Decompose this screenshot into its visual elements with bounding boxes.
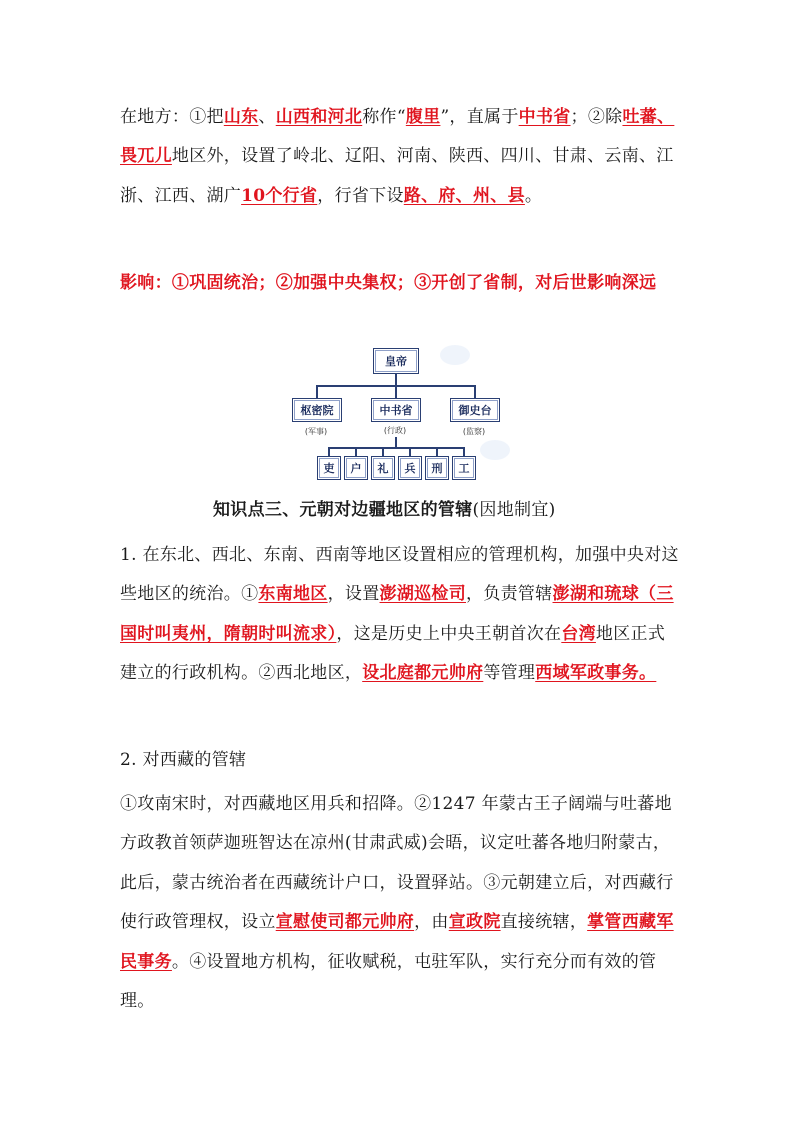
chart-node-li-ministry: 吏 [317,456,341,480]
connector [328,447,330,456]
org-chart [290,345,502,485]
text: 地区正式建立的行政机构。②西北地区， [120,623,666,684]
highlight-taiwan: 台湾 [561,623,596,644]
text: 、 [258,107,276,127]
section-title [213,492,633,528]
highlight-tibet-affairs: 掌管西藏军民事务 [120,912,674,972]
influence-paragraph: 影响：①巩固统治；②加强中央集权；③开创了省制，对后世影响深远 [120,273,657,293]
highlight-penghu-office: 澎湖巡检司 [379,584,467,605]
connector [463,447,465,456]
connector [395,437,397,447]
connector [436,447,438,456]
connector [409,447,411,456]
connector [474,385,476,398]
text: ，由 [414,912,449,933]
text: 。④设置地方机构，征收赋税，屯驻军队，实行充分而有效的管理。 [120,951,657,1012]
paragraph-frontier [120,536,680,694]
highlight-tubo-weiwuer: 吐蕃、畏兀儿 [120,107,675,167]
text: ，这是历史上中央王朝首次在 [336,623,562,644]
connector [395,373,397,385]
highlight-penghu-liuqiu: 澎湖和琉球（三国时叫夷州，隋朝时叫流求） [120,584,674,644]
chart-note-supervision: (监察) [462,427,486,436]
section-title-bold: 知识点三、元朝对边疆地区的管辖 [213,500,473,520]
connector [328,447,463,449]
highlight-shandong: 山东 [223,107,259,127]
text: ，行省下设 [317,185,404,206]
text: ，设置 [327,584,380,605]
highlight-xuanzhengyuan: 宣政院 [448,912,501,933]
text: ”，直属于 [440,107,519,127]
tibet-heading: 2. 对西藏的管辖 [120,750,247,770]
highlight-beiting: 设北庭都元帅府 [362,663,484,684]
chart-node-works-ministry: 工 [452,456,476,480]
chart-node-emperor: 皇帝 [373,348,419,374]
paragraph-tibet [120,785,680,1021]
connector [395,385,397,398]
highlight-zhongshusheng: 中书省 [518,107,571,127]
highlight-southeast: 东南地区 [258,584,328,605]
text: ①攻南宋时，对西藏地区用兵和招降。②1247 年蒙古王子阔端与吐蕃地方政教首领萨迦班智达在凉州(甘肃武威)会晤，议定吐蕃各地归附蒙古，此后，蒙古统治者在西藏统计户口，设置驿站。③元朝建立后，对西藏行使行政管理权，设立 [120,794,674,933]
text: 地区外，设置了岭北、辽阳、河南、陕西、四川、甘肃、云南、江浙、江西、湖广 [120,146,674,206]
text: 在地方：①把 [120,107,224,127]
highlight-shanxi-hebei: 山西和河北 [275,107,363,127]
chart-node-war-ministry: 兵 [398,456,422,480]
text: ；②除 [570,107,623,127]
text: 。 [524,185,543,206]
chart-node-justice-ministry: 刑 [425,456,449,480]
highlight-xuanwei-office: 宣慰使司都元帅府 [275,912,415,933]
highlight-lu-fu-zhou-xian: 路、府、州、县 [403,185,525,206]
chart-node-yushitai: 御史台 [450,398,500,422]
highlight-fuli: 腹里 [405,107,441,127]
chart-node-hu-ministry: 户 [344,456,368,480]
connector [355,447,357,456]
chart-note-admin: (行政) [383,426,407,435]
section-title-note: (因地制宜) [472,500,556,520]
chart-node-shumiyuan: 枢密院 [292,398,342,422]
text: 称作“ [362,107,406,127]
highlight-xiyu-affairs: 西域军政事务。 [535,663,657,684]
chart-node-zhongshusheng: 中书省 [371,398,421,422]
decoration [480,440,510,460]
chart-node-rites-ministry: 礼 [371,456,395,480]
connector [382,447,384,456]
text: 直接统辖， [500,912,588,933]
text: ，负责管辖 [466,584,553,605]
decoration [440,345,470,365]
paragraph-local-admin [120,98,680,216]
text: 1. 在东北、西北、东南、西南等地区设置相应的管理机构，加强中央对这些地区的统治。① [120,545,679,605]
chart-note-military: (军事) [304,427,328,436]
highlight-10-provinces: 10个行省 [241,185,318,206]
connector [316,385,318,398]
text: 等管理 [483,663,536,684]
